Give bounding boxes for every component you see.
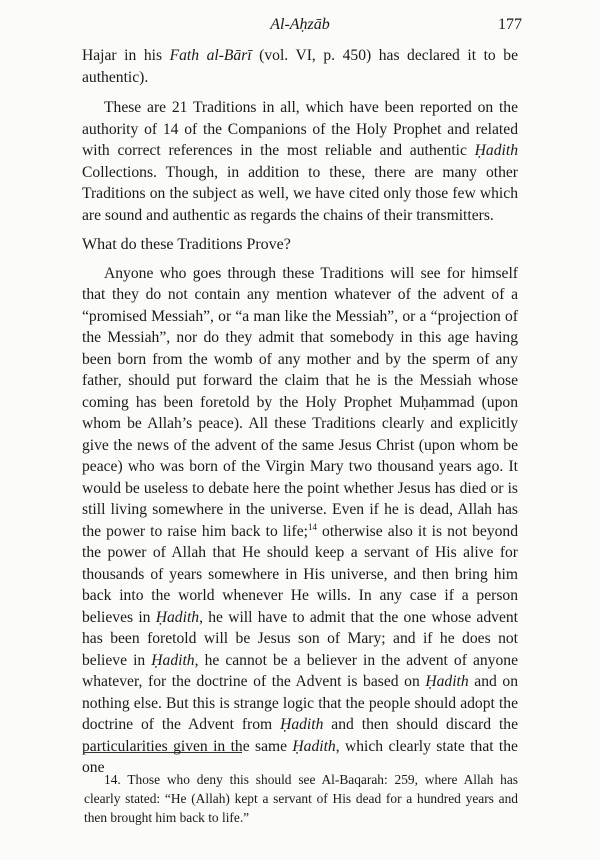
text-run: These are 21 Traditions in all, which have been reported on the authority of 14 of the Companions of the Holy Prophet and related with correct references in the most reliable and authentic bbox=[82, 99, 518, 159]
paragraph-traditions-count bbox=[82, 97, 518, 226]
body-text bbox=[82, 45, 518, 779]
running-title: Al-Aḥzāb bbox=[270, 16, 330, 33]
italic-term: Ḥadith bbox=[155, 608, 200, 626]
italic-term: Ḥadith bbox=[425, 673, 469, 690]
italic-term: Fath al-Bārī bbox=[169, 47, 252, 64]
footnote-reference: 14 bbox=[307, 521, 317, 532]
text-run: and on nothing else. But this is strange logic that the people should adopt the doctrine of the Advent from bbox=[82, 673, 519, 733]
text-run: , he will have to admit that the one whose advent has been foretold will be Jesus son of Mary; and if he does not believe in bbox=[82, 608, 518, 669]
text-run: Collections. Though, in addition to these, there are many other Traditions on the subject as well, we have cited only those few which are sound and authentic as regards the chains of their transmitters. bbox=[82, 163, 518, 224]
page-header bbox=[0, 8, 600, 38]
footnote bbox=[84, 770, 518, 827]
text-run: 14. Those who deny this should see Al-Baqarah: 259, where Allah has clearly stated: “He (Allah) kept a servant of His dead for a hundred years and then brought him back to life.” bbox=[84, 772, 518, 825]
text-run: , he cannot be a believer in the advent of anyone whatever, for the doctrine of the Advent is based on bbox=[82, 651, 518, 690]
text-run: Anyone who goes through these Traditions will see for himself that they do not contain any mention whatever of the advent of a “promised Messiah”, or “a man like the Messiah”, or a “projection of the Messiah”, nor do they admit that somebody in this age having been born from the womb of any mother and by the sperm of any father, should put forward the claim that he is the Messiah whose coming has been foretold by the Holy Prophet Muḥammad (upon whom be Allah’s peace). All these Traditions clearly and explicitly give the news of the advent of the same Jesus Christ (upon whom be peace) who was born of the Virgin Mary two thousand years ago. It would be useless to debate here the point whether Jesus has died or is still living somewhere in the universe. Even if he is dead, Allah has the power to raise him back to life; bbox=[82, 264, 518, 540]
section-heading bbox=[82, 234, 518, 256]
text-run: What do these Traditions Prove? bbox=[82, 236, 291, 253]
text-run: , which clearly state that the one bbox=[82, 737, 518, 776]
italic-term: Ḥadith bbox=[280, 716, 324, 733]
paragraph-continuation bbox=[82, 45, 518, 88]
paragraph-analysis bbox=[82, 263, 518, 779]
text-run: otherwise also it is not beyond the power of Allah that He should keep a servant of His alive for thousands of years somewhere in His universe, and then bring him back into the world whenever He wills. In any case if a person believes in bbox=[82, 522, 519, 626]
italic-term: Ḥadith bbox=[474, 142, 518, 159]
italic-term: Ḥadith bbox=[292, 737, 336, 755]
footnote-divider bbox=[84, 752, 242, 753]
page-number: 177 bbox=[498, 16, 522, 33]
italic-term: Ḥadith bbox=[151, 651, 195, 669]
text-run: and then should discard the particularities given in the same bbox=[82, 716, 518, 755]
text-run: Hajar in his bbox=[82, 47, 170, 64]
text-run: (vol. VI, p. 450) has declared it to be authentic). bbox=[82, 47, 518, 86]
